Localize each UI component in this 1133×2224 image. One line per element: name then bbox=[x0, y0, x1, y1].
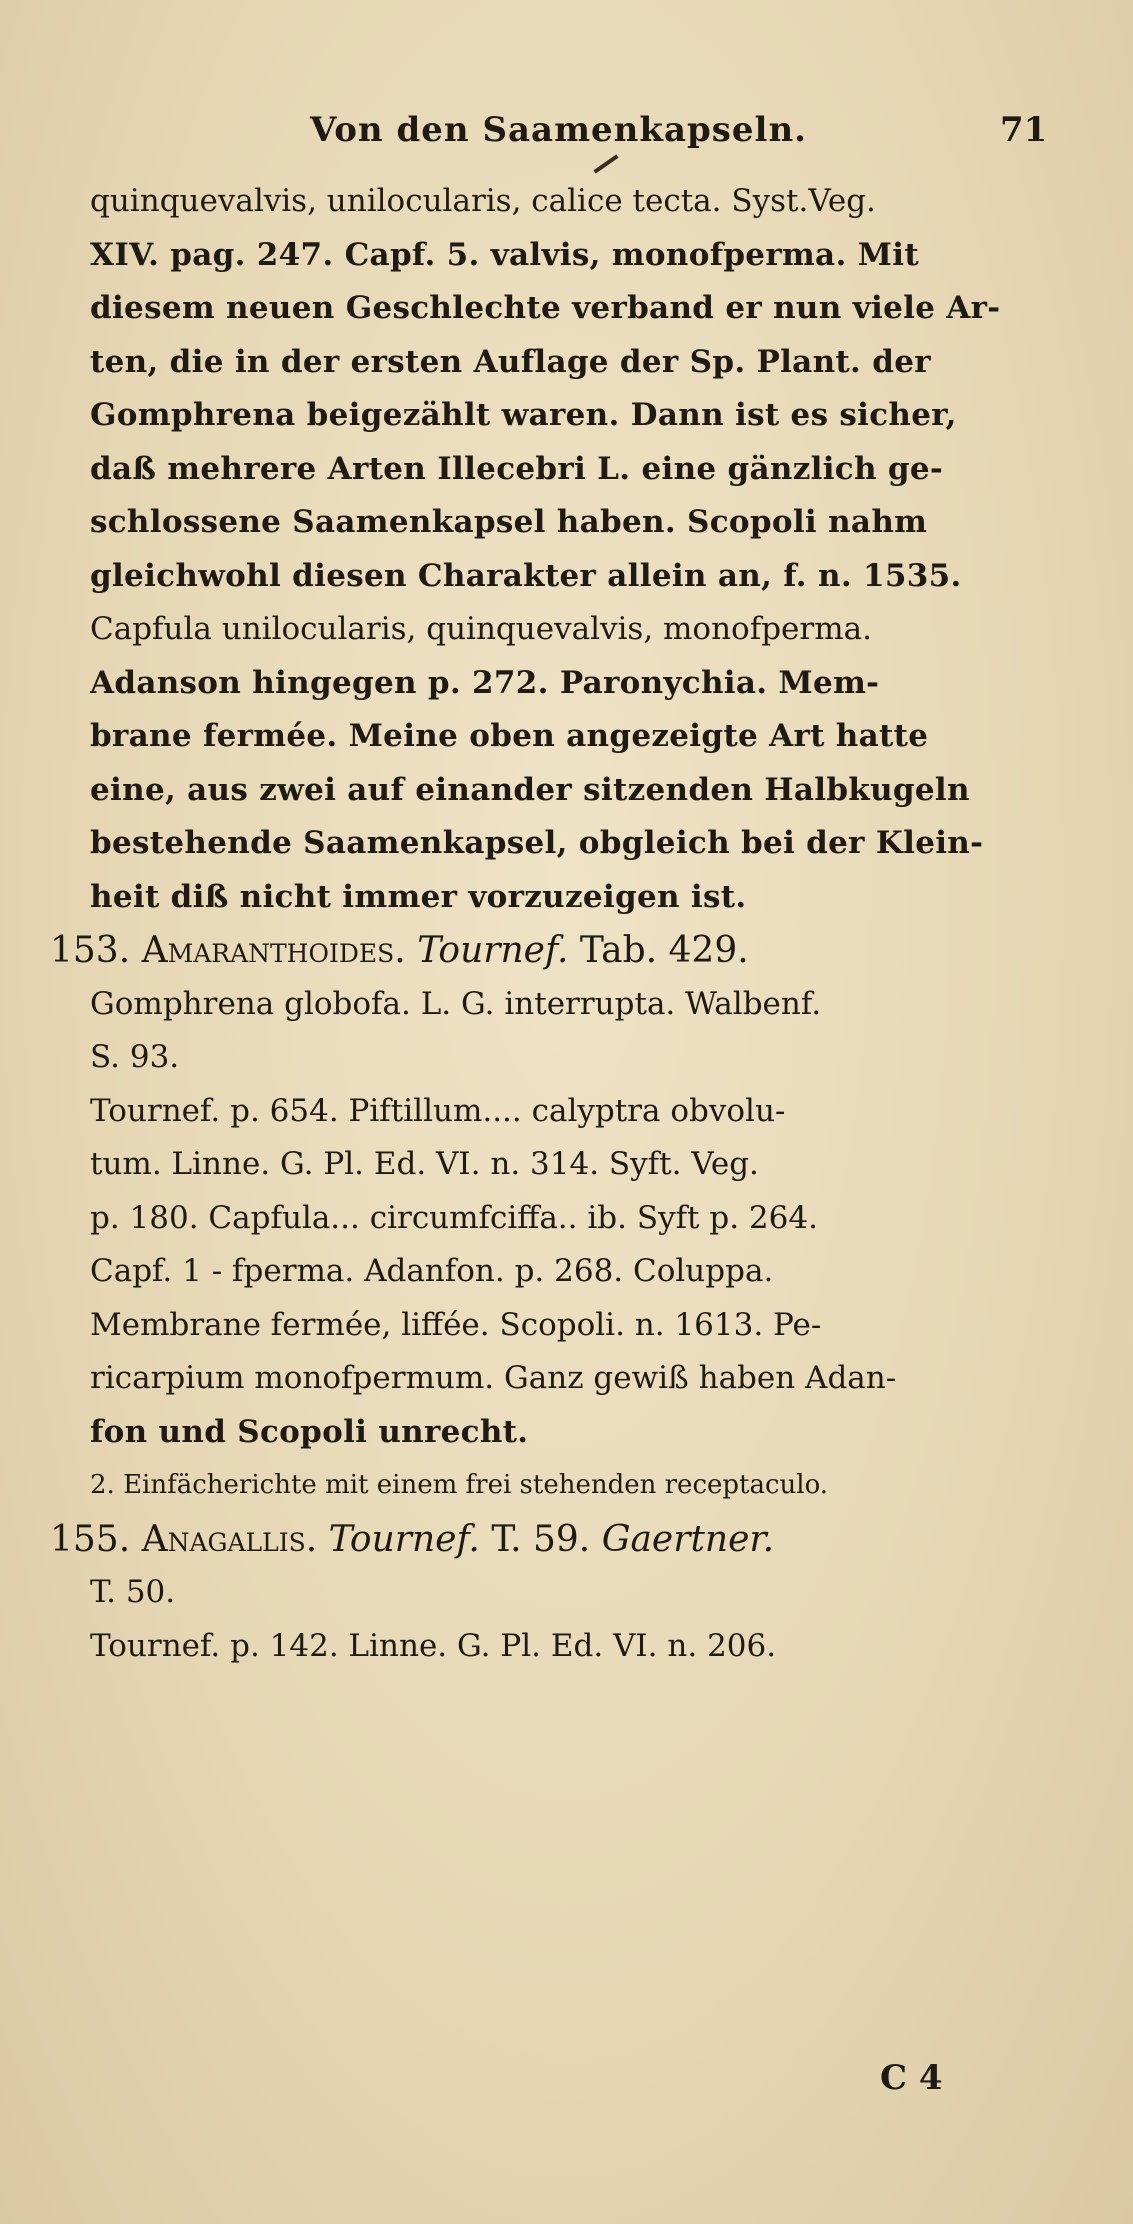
text-line: Membrane fermée, liffée. Scopoli. n. 1613. Pe- bbox=[90, 1306, 822, 1343]
text-line: T. 50. bbox=[90, 1574, 176, 1610]
section-note: 2. Einfächerichte mit einem frei stehenden receptaculo. bbox=[90, 1470, 829, 1500]
page-number: 71 bbox=[1000, 110, 1048, 150]
text-line: daß mehrere Arten Illecebri L. eine gänzlich ge- bbox=[90, 450, 944, 487]
entry-number: 155. bbox=[50, 1518, 131, 1560]
text-line: gleichwohl diesen Charakter allein an, f. n. 1535. bbox=[90, 557, 962, 594]
entry-genus: Anagallis. bbox=[141, 1518, 318, 1560]
entry-genus: Amaranthoides. bbox=[141, 930, 406, 971]
entry-tab: Tab. 429. bbox=[579, 930, 749, 971]
text-line: ten, die in der ersten Auflage der Sp. Plant. der bbox=[90, 343, 931, 380]
text-line: tum. Linne. G. Pl. Ed. VI. n. 314. Syft. Veg. bbox=[90, 1146, 759, 1182]
entry-heading-153 bbox=[50, 924, 1100, 978]
text-line: Adanson hingegen p. 272. Paronychia. Mem- bbox=[90, 664, 880, 701]
text-line: S. 93. bbox=[90, 1039, 180, 1075]
text-line: bestehende Saamenkapsel, obgleich bei der Klein- bbox=[90, 825, 984, 861]
text-line: Tournef. p. 654. Piftillum.... calyptra obvolu- bbox=[90, 1092, 786, 1129]
entry-ref: Tournef. bbox=[328, 1518, 480, 1560]
running-head: Von den Saamenkapseln. bbox=[310, 110, 808, 150]
body-text bbox=[50, 175, 1100, 1673]
text-line: schlossene Saamenkapsel haben. Scopoli nahm bbox=[90, 504, 928, 540]
text-line: ricarpium monofpermum. Ganz gewiß haben Adan- bbox=[90, 1360, 897, 1396]
text-line: brane fermée. Meine oben angezeigte Art hatte bbox=[90, 718, 929, 754]
text-line: fon und Scopoli unrecht. bbox=[90, 1413, 529, 1450]
entry-ref: Tournef. bbox=[417, 930, 569, 971]
entry-number: 153. bbox=[50, 930, 131, 971]
text-line: heit diß nicht immer vorzuzeigen ist. bbox=[90, 878, 747, 915]
text-line: XIV. pag. 247. Capf. 5. valvis, monofperma. Mit bbox=[90, 236, 919, 273]
text-line: Capfula unilocularis, quinquevalvis, monofperma. bbox=[90, 611, 872, 647]
ink-mark bbox=[593, 154, 618, 173]
text-line: Gomphrena globofa. L. G. interrupta. Walbenf. bbox=[90, 985, 822, 1022]
text-line: eine, aus zwei auf einander sitzenden Halbkugeln bbox=[90, 771, 970, 808]
text-line: p. 180. Capfula... circumfciffa.. ib. Syft p. 264. bbox=[90, 1199, 818, 1236]
entry-heading-155 bbox=[50, 1513, 1100, 1567]
entry-tab: T. 59. bbox=[491, 1518, 591, 1560]
text-line: quinquevalvis, unilocularis, calice tecta. Syst.Veg. bbox=[90, 183, 876, 219]
text-line: Capf. 1 - fperma. Adanfon. p. 268. Coluppa. bbox=[90, 1253, 774, 1289]
text-line: Tournef. p. 142. Linne. G. Pl. Ed. VI. n. 206. bbox=[90, 1627, 777, 1664]
entry-ref-2: Gaertner. bbox=[601, 1518, 775, 1560]
page-header bbox=[0, 100, 1133, 160]
text-line: Gomphrena beigezählt waren. Dann ist es sicher, bbox=[90, 397, 957, 433]
signature-mark: C 4 bbox=[880, 2058, 943, 2098]
text-line: diesem neuen Geschlechte verband er nun viele Ar- bbox=[90, 290, 1001, 326]
